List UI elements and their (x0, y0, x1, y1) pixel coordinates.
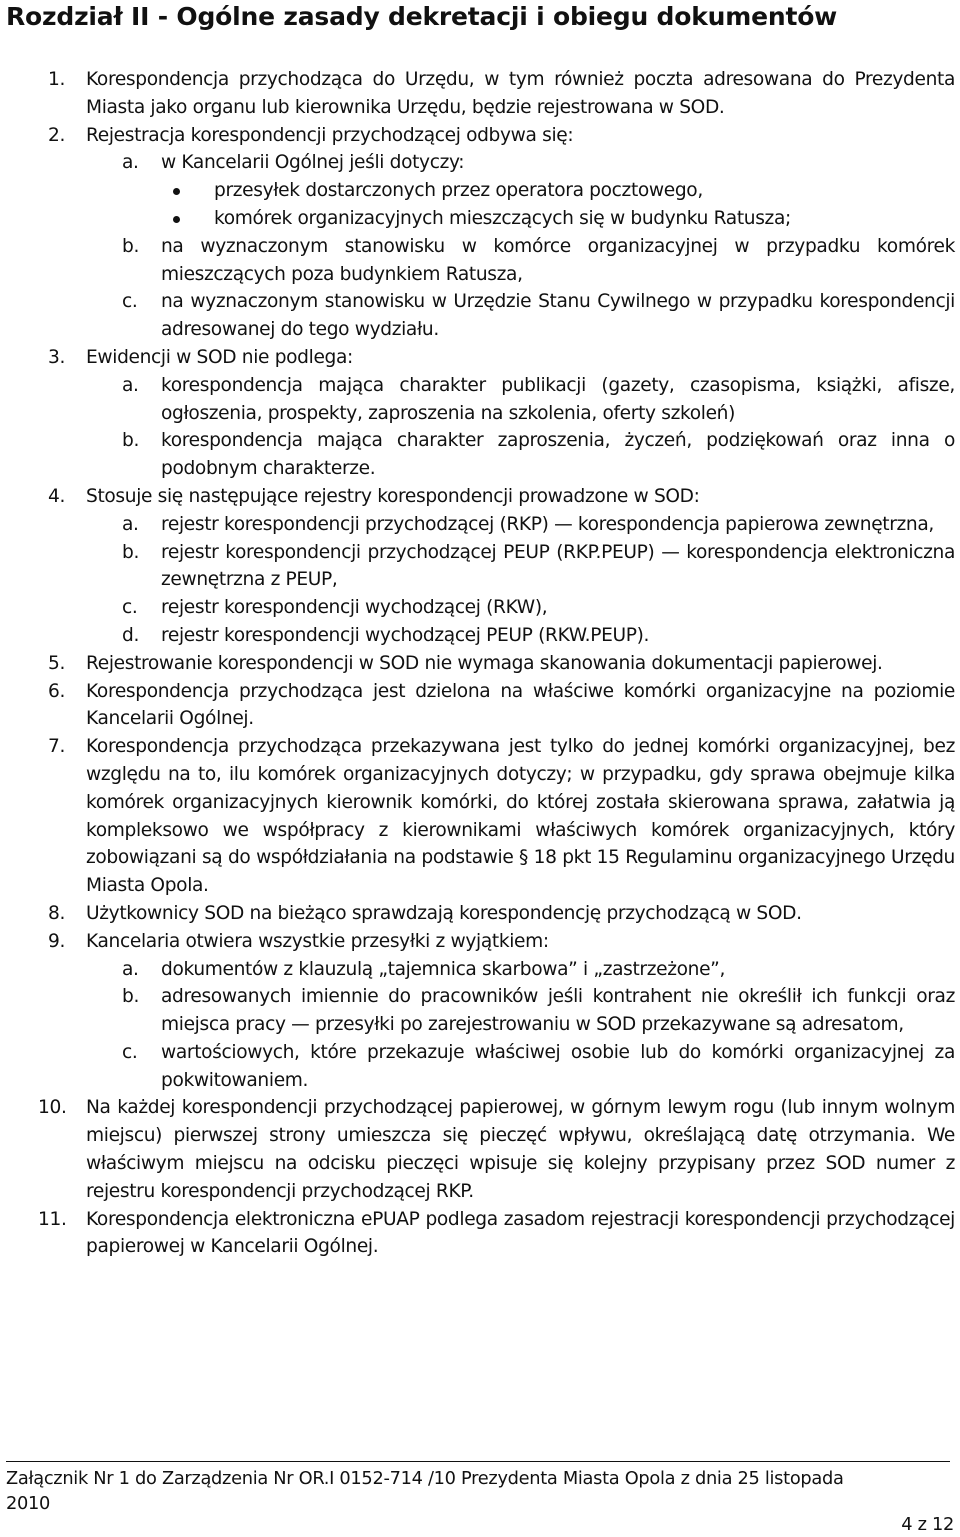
item-text: Na każdej korespondencji przychodzącej papierowej, w górnym lewym rogu (lub innym wolnym miejscu) pierwszej strony umieszcza się pieczęć wpływu, określającą datę otrzymania. We właściwym miejscu na odcisku pieczęci wpisuje się kolejny przypisany przez SOD numer z rejestru korespondencji przychodzącej RKP. (86, 1097, 955, 1202)
item-number: d. (122, 624, 140, 646)
chapter-heading: Rozdział II - Ogólne zasady dekretacji i obiegu dokumentów (6, 2, 838, 31)
list-item (38, 1206, 955, 1262)
bullet-text: przesyłek dostarczonych przez operatora pocztowego, (214, 180, 703, 202)
item-number: c. (122, 1041, 138, 1063)
item-text: Korespondencja elektroniczna ePUAP podlega zasadom rejestracji korespondencji przychodzącej papierowej w Kancelarii Ogólnej. (86, 1208, 955, 1258)
item-text: rejestr korespondencji przychodzącej (RKP) — korespondencja papierowa zewnętrzna, (161, 513, 934, 535)
bullet-icon (173, 216, 180, 223)
sub-list-item (122, 233, 955, 289)
item-text: korespondencja mająca charakter zaproszenia, życzeń, podziękowań oraz inna o podobnym charakterze. (161, 430, 955, 480)
sub-list-item (122, 149, 955, 177)
item-number: 1. (48, 69, 66, 90)
page-number: 4 z 12 (901, 1514, 954, 1535)
sub-list-item (122, 288, 955, 344)
item-number: c. (122, 291, 138, 313)
item-number: b. (122, 986, 140, 1008)
sub-list-item (122, 983, 955, 1039)
item-text: Korespondencja przychodząca przekazywana jest tylko do jednej komórki organizacyjnej, bez względu na to, ilu komórek organizacyjnych dotyczy; w przypadku, gdy sprawa obejmuje kilka komórek organizacyjnych kierownik komórki, do której została skierowana sprawa, załatwia ją kompleksowo we współpracy z kierownikami właściwych komórek organizacyjnych, który zobowiązani są do współdziałania na podstawie § 18 pkt 15 Regulaminu organizacyjnego Urzędu Miasta Opola. (86, 736, 955, 897)
item-text: Ewidencji w SOD nie podlega: (86, 346, 353, 368)
item-text: Korespondencja przychodząca jest dzielona na właściwe komórki organizacyjne na poziomie Kancelarii Ogólnej. (86, 680, 955, 730)
list-item (48, 66, 955, 122)
sub-list-item (122, 372, 955, 428)
list-item (38, 1094, 955, 1205)
list-item (48, 483, 955, 511)
item-text: rejestr korespondencji wychodzącej (RKW), (161, 597, 548, 619)
list-item (48, 733, 955, 900)
item-number: 3. (48, 346, 66, 368)
item-text: korespondencja mająca charakter publikacji (gazety, czasopisma, książki, afisze, ogłoszenia, prospekty, zaproszenia na szkolenia, oferty szkoleń) (161, 374, 955, 424)
item-number: 10. (38, 1097, 67, 1119)
item-text: Korespondencja przychodząca do Urzędu, w tym również poczta adresowana do Prezydenta Miasta jako organu lub kierownika Urzędu, będzie rejestrowana w SOD. (86, 69, 955, 118)
item-number: 9. (48, 930, 66, 952)
item-number: 6. (48, 680, 66, 702)
item-number: c. (122, 597, 138, 619)
item-number: a. (122, 513, 139, 535)
item-text: Rejestrowanie korespondencji w SOD nie wymaga skanowania dokumentacji papierowej. (86, 652, 883, 674)
item-text: dokumentów z klauzulą „tajemnica skarbowa” i „zastrzeżone”, (161, 958, 726, 980)
item-text: Użytkownicy SOD na bieżąco sprawdzają korespondencję przychodzącą w SOD. (86, 902, 802, 924)
item-number: 11. (38, 1208, 67, 1230)
item-text: w Kancelarii Ogólnej jeśli dotyczy: (161, 152, 465, 174)
bullet-item (214, 205, 955, 233)
list-item (48, 928, 955, 956)
item-text: adresowanych imiennie do pracowników jeśli kontrahent nie określił ich funkcji oraz miejsca pracy — przesyłki po zarejestrowaniu w SOD przekazywane są adresatom, (161, 986, 955, 1036)
sub-list-item (122, 1039, 955, 1095)
footer-divider (6, 1461, 950, 1462)
sub-list-item (122, 956, 955, 984)
item-text: na wyznaczonym stanowisku w komórce organizacyjnej w przypadku komórek mieszczących poza budynkiem Ratusza, (161, 235, 955, 285)
item-number: b. (122, 235, 140, 257)
item-number: a. (122, 958, 139, 980)
footer-citation: Załącznik Nr 1 do Zarządzenia Nr OR.I 0152-714 /10 Prezydenta Miasta Opola z dnia 25 listopada 2010 (6, 1468, 844, 1514)
sub-list-item (122, 511, 955, 539)
sub-list-item (122, 539, 955, 595)
item-number: 4. (48, 485, 66, 507)
item-text: rejestr korespondencji wychodzącej PEUP (RKW.PEUP). (161, 624, 650, 646)
list-item (48, 122, 955, 150)
sub-list-item (122, 622, 955, 650)
item-text: wartościowych, które przekazuje właściwej osobie lub do komórki organizacyjnej za pokwitowaniem. (161, 1041, 955, 1091)
bullet-icon (173, 188, 180, 195)
item-text: rejestr korespondencji przychodzącej PEUP (RKP.PEUP) — korespondencja elektroniczna zewnętrzna z PEUP, (161, 541, 955, 591)
sub-list-item (122, 427, 955, 483)
item-number: 2. (48, 124, 66, 146)
item-text: Stosuje się następujące rejestry korespondencji prowadzone w SOD: (86, 485, 700, 507)
list-item (48, 344, 955, 372)
item-text: Rejestracja korespondencji przychodzącej odbywa się: (86, 124, 574, 146)
item-number: a. (122, 374, 139, 396)
item-number: 8. (48, 902, 66, 924)
item-number: a. (122, 152, 139, 174)
document-body (0, 66, 960, 1261)
sub-list-item (122, 594, 955, 622)
bullet-item (214, 177, 955, 205)
item-number: b. (122, 541, 140, 563)
item-number: 5. (48, 652, 66, 674)
list-item (48, 650, 955, 678)
bullet-text: komórek organizacyjnych mieszczących się w budynku Ratusza; (214, 207, 791, 229)
list-item (48, 678, 955, 734)
item-text: Kancelaria otwiera wszystkie przesyłki z wyjątkiem: (86, 930, 549, 952)
list-item (48, 900, 955, 928)
item-text: na wyznaczonym stanowisku w Urzędzie Stanu Cywilnego w przypadku korespondencji adresowanej do tego wydziału. (161, 291, 955, 341)
item-number: b. (122, 430, 140, 452)
item-number: 7. (48, 736, 66, 758)
